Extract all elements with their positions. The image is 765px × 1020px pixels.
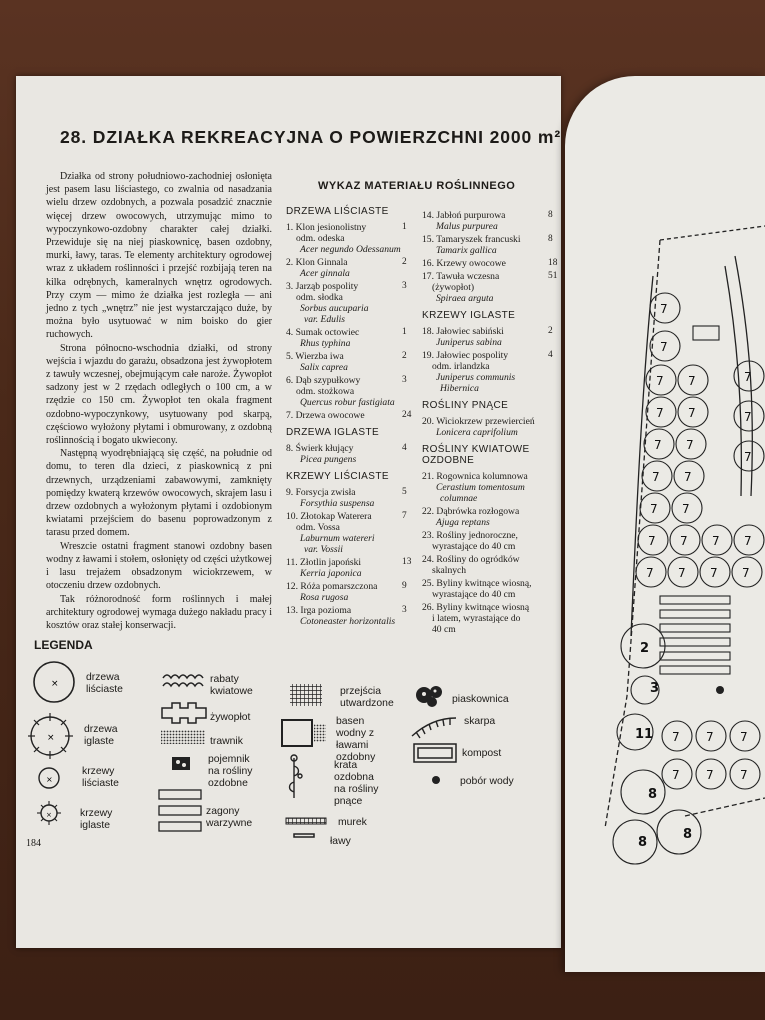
plant-section-heading: ROŚLINY PNĄCE xyxy=(422,400,509,411)
plan-tree-label: 7 xyxy=(656,374,664,388)
plan-tree-label: 7 xyxy=(648,534,656,548)
plant-latin-name: Cotoneaster horizontalis xyxy=(300,616,396,627)
plant-entry xyxy=(422,271,558,304)
plant-entry xyxy=(286,557,412,579)
plant-name: 11. Złotlin japoński xyxy=(286,557,362,568)
plan-tree-label: 7 xyxy=(646,566,654,580)
plan-label-2: 2 xyxy=(640,641,650,656)
plant-entry xyxy=(422,554,550,576)
plant-name: 2. Klon Ginnala xyxy=(286,257,348,268)
paved-path-icon xyxy=(290,684,322,706)
legend-label-krzewy-iglaste: krzewy iglaste xyxy=(80,808,113,831)
plant-quantity: 5 xyxy=(402,487,407,497)
plant-name: 8. Świerk kłujący xyxy=(286,443,354,454)
plant-quantity: 1 xyxy=(402,222,407,232)
plant-quantity: 3 xyxy=(402,375,407,385)
deciduous-tree-icon xyxy=(34,662,74,702)
plan-tree-label: 7 xyxy=(654,438,662,452)
plant-latin-name: Picea pungens xyxy=(300,454,357,465)
plan-label-8b: 8 xyxy=(683,827,693,842)
plant-name: 21. Rogownica kolumnowa xyxy=(422,471,528,482)
plan-tree-label: 7 xyxy=(672,730,680,744)
legend-label-rabaty: rabaty kwiatowe xyxy=(210,674,253,697)
plant-entry xyxy=(286,222,412,255)
plant-variety: wyrastające do 40 cm xyxy=(432,541,516,552)
plan-tree-label: 7 xyxy=(744,450,752,464)
plan-tree-label: 7 xyxy=(742,566,750,580)
plant-latin-name: Juniperus communis xyxy=(436,372,516,383)
intro-paragraph: Wreszcie ostatni fragment stanowi ozdobny basen wodny z ławami i stołem, osłonięty od części użytkowej i lasu trejażem obsadzonym wiciokrzewem, w otoczeniu drzew ozdobnych. xyxy=(46,540,272,592)
plant-name: 9. Forsycja zwisła xyxy=(286,487,356,498)
plant-entry xyxy=(422,210,553,232)
plant-latin-name: Cerastium tomentosum xyxy=(436,482,525,493)
plan-label-11: 11 xyxy=(635,727,654,742)
svg-text:×: × xyxy=(51,679,59,689)
plant-section-heading: DRZEWA IGLASTE xyxy=(286,427,380,438)
intro-paragraph: Następną wyodrębniającą się część, na południe od domu, to teren dla dzieci, z piaskownicą z pni drzewnych, urządzeniami zabawowymi, zamknięty pomiędzy kwaterą krzewów owocowych, skrajem lasu i drzew ozdobnych a wyłożonym płytami i ozdobionym kwiatami przejściem do basenu poprowadzonym z tarasu przed domem. xyxy=(46,448,272,539)
legend-label-pobor-wody: pobór wody xyxy=(460,776,514,787)
plant-entry xyxy=(286,511,412,555)
plant-list-heading: WYKAZ MATERIAŁU ROŚLINNEGO xyxy=(318,180,516,192)
plant-section-heading: ROŚLINY KWIATOWE OZDOBNE xyxy=(422,444,530,466)
intro-paragraph: Działka od strony południowo-zachodniej osłonięta jest pasem lasu liściastego, co zwalnia od nasadzania wielu drzew ozdobnych, a pozwala posadzić znacznie więcej drzew owocowych, utrzymując mimo to wypoczynkowo-ozdobny charakter całej działki. Przewiduje się na niej piaskownicę, basen ozdobny, murki, ławy, taras. Te elementy architektury ogrodowej wraz z układem roślinności i przejść rozbijają teren na kilka odrębnych, kameralnych wnętrz ogrodowych. Przy czym — mimo że działka jest rozległa — ani jedno z tych „wnętrz” nie jest wystarczająco duże, by można było usytuować w nim boisko do gier ruchowych. xyxy=(46,171,272,341)
plant-name: 23. Rośliny jednoroczne, xyxy=(422,530,518,541)
svg-text:×: × xyxy=(46,775,53,784)
plant-quantity: 18 xyxy=(548,258,558,268)
plant-entry xyxy=(422,234,553,256)
plan-tree-label: 7 xyxy=(712,534,720,548)
plant-entry xyxy=(286,605,412,627)
plant-quantity: 4 xyxy=(402,443,407,453)
lawn-icon xyxy=(161,730,205,744)
legend-label-krata: krata ozdobna na rośliny pnące xyxy=(334,760,379,807)
deciduous-shrub-icon xyxy=(39,768,59,788)
water-point-icon xyxy=(716,686,724,694)
plant-entry xyxy=(286,581,412,603)
plan-tree-label: 7 xyxy=(660,302,668,316)
legend-label-zagony: zagony warzywne xyxy=(206,806,253,829)
plant-name: 3. Jarząb pospolity xyxy=(286,281,359,292)
plant-entry xyxy=(422,258,558,269)
plant-latin-name: Salix caprea xyxy=(300,362,348,373)
plan-tree-label: 7 xyxy=(710,566,718,580)
plan-large-tree-symbol xyxy=(621,770,665,814)
plant-name: 6. Dąb szypułkowy xyxy=(286,375,361,386)
plant-entry xyxy=(286,281,412,325)
plan-tree-label: 7 xyxy=(682,502,690,516)
svg-text:×: × xyxy=(47,733,55,743)
plant-name: 16. Krzewy owocowe xyxy=(422,258,506,269)
plan-tree-label: 7 xyxy=(740,730,748,744)
vegetable-beds-icon xyxy=(159,790,201,831)
plan-tree-label: 7 xyxy=(680,534,688,548)
legend-label-pojemnik: pojemnik na rośliny ozdobne xyxy=(208,754,253,789)
plant-variety: odm. odeska xyxy=(296,233,345,244)
plant-name: 15. Tamaryszek francuski xyxy=(422,234,521,245)
plant-quantity: 24 xyxy=(402,410,412,420)
legend-label-przejscia: przejścia utwardzone xyxy=(340,686,394,709)
legend-label-zywoplot: żywopłot xyxy=(210,712,251,723)
plant-entry xyxy=(286,443,412,465)
plant-quantity: 3 xyxy=(402,281,407,291)
plant-quantity: 51 xyxy=(548,271,558,281)
legend-label-murek: murek xyxy=(338,817,367,828)
plant-latin-name: Rosa rugosa xyxy=(300,592,349,603)
plant-container-icon xyxy=(172,757,190,770)
plant-list-column-1 xyxy=(286,200,412,629)
plant-latin-name: Acer ginnala xyxy=(300,268,350,279)
legend-label-skarpa: skarpa xyxy=(464,716,496,727)
plant-entry xyxy=(422,602,550,635)
plant-latin-name: Malus purpurea xyxy=(436,221,498,232)
trellis-icon xyxy=(290,755,303,798)
plan-large-tree-symbol xyxy=(613,820,657,864)
plan-tree-label: 7 xyxy=(688,406,696,420)
plan-tree-label: 7 xyxy=(650,502,658,516)
intro-paragraph: Strona północno-wschodnia działki, od strony wejścia i wjazdu do garażu, obsadzona jest żywopłotem z tawuły wczesnej, obejmującym całe naroże. Żywopłot sadzony jest w 2 rzędach odległych o 100 cm, a w rzędzie co 150 cm. Żywopłot ten okala fragment ozdobno-wypoczynkowy, usytuowany pod skarpą, częściowo wyłożony płytami i obmurowany, z ozdobną roślinnością i bogato ukwiecony. xyxy=(46,342,272,447)
plant-entry xyxy=(286,351,412,373)
intro-text xyxy=(46,170,272,632)
legend-label-kompost: kompost xyxy=(462,748,502,759)
plan-tree-label: 7 xyxy=(744,410,752,424)
flower-bed-icon xyxy=(163,675,203,686)
plant-entry xyxy=(422,506,550,528)
plant-latin-name: Acer negundo Odessanum xyxy=(300,244,401,255)
conifer-shrub-icon xyxy=(37,801,61,825)
plant-name: 19. Jałowiec pospolity xyxy=(422,350,509,361)
plant-name: 25. Byliny kwitnące wiosną, xyxy=(422,578,532,589)
plant-name: 24. Rośliny do ogródków xyxy=(422,554,520,565)
plant-entry xyxy=(422,578,550,600)
plant-list-column-2 xyxy=(422,210,558,637)
plant-entry xyxy=(286,327,412,349)
plant-variety: odm. słodka xyxy=(296,292,343,303)
legend-label-krzewy-lisciaste: krzewy liściaste xyxy=(82,766,119,789)
plant-name: 22. Dąbrówka rozłogowa xyxy=(422,506,520,517)
plant-variety: odm. Vossa xyxy=(296,522,340,533)
compost-icon xyxy=(414,744,456,762)
plant-name: 4. Sumak octowiec xyxy=(286,327,360,338)
plan-tree-label: 7 xyxy=(706,768,714,782)
plant-entry xyxy=(422,530,550,552)
plant-latin-name: Lonicera caprifolium xyxy=(436,427,518,438)
water-tap-icon xyxy=(432,776,440,784)
slope-icon xyxy=(412,718,456,738)
plant-latin-name: Spiraea arguta xyxy=(436,293,494,304)
plant-name: 1. Klon jesionolistny xyxy=(286,222,367,233)
plant-quantity: 2 xyxy=(548,326,553,336)
plan-tree-label: 7 xyxy=(672,768,680,782)
plan-tree-label: 7 xyxy=(686,438,694,452)
plant-entry xyxy=(286,375,412,408)
plant-quantity: 8 xyxy=(548,210,553,220)
plant-entry xyxy=(286,410,412,421)
plant-variety: odm. irlandzka xyxy=(432,361,490,372)
plant-latin-name: var. Vossii xyxy=(304,544,343,555)
plan-label-8a: 8 xyxy=(648,787,658,802)
plant-name: 10. Złotokap Waterera xyxy=(286,511,372,522)
conifer-tree-icon xyxy=(28,713,73,759)
legend-label-lawy: ławy xyxy=(330,836,351,847)
plant-latin-name: Forsythia suspensa xyxy=(300,498,375,509)
benches-icon xyxy=(294,834,314,837)
plant-entry xyxy=(286,257,412,279)
plant-variety: 40 cm xyxy=(432,624,456,635)
plant-name: 20. Wiciokrzew przewiercień xyxy=(422,416,535,427)
plant-latin-name: Sorbus aucuparia xyxy=(300,303,369,314)
plant-variety: i latem, wyrastające do xyxy=(432,613,521,624)
plant-latin-name: Laburnum watereri xyxy=(300,533,375,544)
plan-tree-label: 7 xyxy=(660,340,668,354)
plant-latin-name: Juniperus sabina xyxy=(436,337,502,348)
garden-plan-drawing xyxy=(565,76,765,972)
plant-latin-name: var. Edulis xyxy=(304,314,346,325)
plant-variety: (żywopłot) xyxy=(432,282,475,293)
plant-quantity: 1 xyxy=(402,327,407,337)
hedge-icon xyxy=(162,703,206,723)
plant-name: 12. Róża pomarszczona xyxy=(286,581,378,592)
right-page-plan xyxy=(565,76,765,972)
plan-tree-label: 7 xyxy=(656,406,664,420)
plant-name: 14. Jabłoń purpurowa xyxy=(422,210,506,221)
plant-quantity: 8 xyxy=(548,234,553,244)
legend-label-trawnik: trawnik xyxy=(210,736,243,747)
plant-quantity: 7 xyxy=(402,511,407,521)
plant-entry xyxy=(422,416,550,438)
plant-entry xyxy=(286,487,412,509)
plan-large-tree-symbol xyxy=(657,810,701,854)
plant-entry xyxy=(422,471,550,504)
page-number: 184 xyxy=(26,838,41,849)
plan-tree-label: 7 xyxy=(684,470,692,484)
plant-latin-name: columnae xyxy=(440,493,478,504)
intro-paragraph: Tak różnorodność form roślinnych i małej architektury ogrodowej wymaga dużego nakładu pracy i kosztów oraz stałej konserwacji. xyxy=(46,593,272,631)
legend-label-drzewa-lisciaste: drzewa liściaste xyxy=(86,672,123,695)
plant-latin-name: Ajuga reptans xyxy=(436,517,490,528)
svg-text:×: × xyxy=(46,811,52,819)
plant-name: 18. Jałowiec sabiński xyxy=(422,326,504,337)
plant-name: 7. Drzewa owocowe xyxy=(286,410,365,421)
plant-latin-name: Hibernica xyxy=(440,383,479,394)
plant-latin-name: Rhus typhina xyxy=(300,338,351,349)
plant-name: 13. Irga pozioma xyxy=(286,605,352,616)
plant-section-heading: KRZEWY IGLASTE xyxy=(422,310,516,321)
plant-quantity: 4 xyxy=(548,350,553,360)
plan-label-3: 3 xyxy=(650,681,660,696)
plant-variety: odm. stożkowa xyxy=(296,386,355,397)
plan-label-8c: 8 xyxy=(638,835,648,850)
plan-tree-label: 7 xyxy=(678,566,686,580)
plan-tree-label: 7 xyxy=(740,768,748,782)
plant-name: 5. Wierzba iwa xyxy=(286,351,344,362)
plant-latin-name: Quercus robur fastigiata xyxy=(300,397,395,408)
pool-icon xyxy=(282,720,326,746)
legend-title: LEGENDA xyxy=(34,638,93,652)
plan-tree-label: 7 xyxy=(688,374,696,388)
plant-section-heading: DRZEWA LIŚCIASTE xyxy=(286,206,389,217)
plan-tree-label: 7 xyxy=(652,470,660,484)
plan-tree-label: 7 xyxy=(744,534,752,548)
plant-entry xyxy=(422,350,553,394)
legend-label-piaskownica: piaskownica xyxy=(452,694,509,705)
plant-name: 26. Byliny kwitnące wiosną xyxy=(422,602,530,613)
plant-latin-name: Kerria japonica xyxy=(300,568,362,579)
plant-variety: skalnych xyxy=(432,565,467,576)
plant-variety: wyrastające do 40 cm xyxy=(432,589,516,600)
page-title: 28. DZIAŁKA REKREACYJNA O POWIERZCHNI 2000 m² xyxy=(60,127,562,147)
legend-label-drzewa-iglaste: drzewa iglaste xyxy=(84,724,118,747)
legend-label-basen: basen wodny z ławami ozdobny xyxy=(336,716,376,763)
plant-quantity: 9 xyxy=(402,581,407,591)
plant-entry xyxy=(422,326,553,348)
plant-quantity: 2 xyxy=(402,257,407,267)
plant-latin-name: Tamarix gallica xyxy=(436,245,497,256)
wall-icon xyxy=(286,818,326,824)
plant-section-heading: KRZEWY LIŚCIASTE xyxy=(286,471,389,482)
plan-tree-label: 7 xyxy=(706,730,714,744)
sandpit-icon xyxy=(416,686,442,707)
plant-quantity: 13 xyxy=(402,557,412,567)
plant-name: 17. Tawuła wczesna xyxy=(422,271,500,282)
plan-tree-label: 7 xyxy=(744,370,752,384)
plant-quantity: 3 xyxy=(402,605,407,615)
plant-quantity: 2 xyxy=(402,351,407,361)
